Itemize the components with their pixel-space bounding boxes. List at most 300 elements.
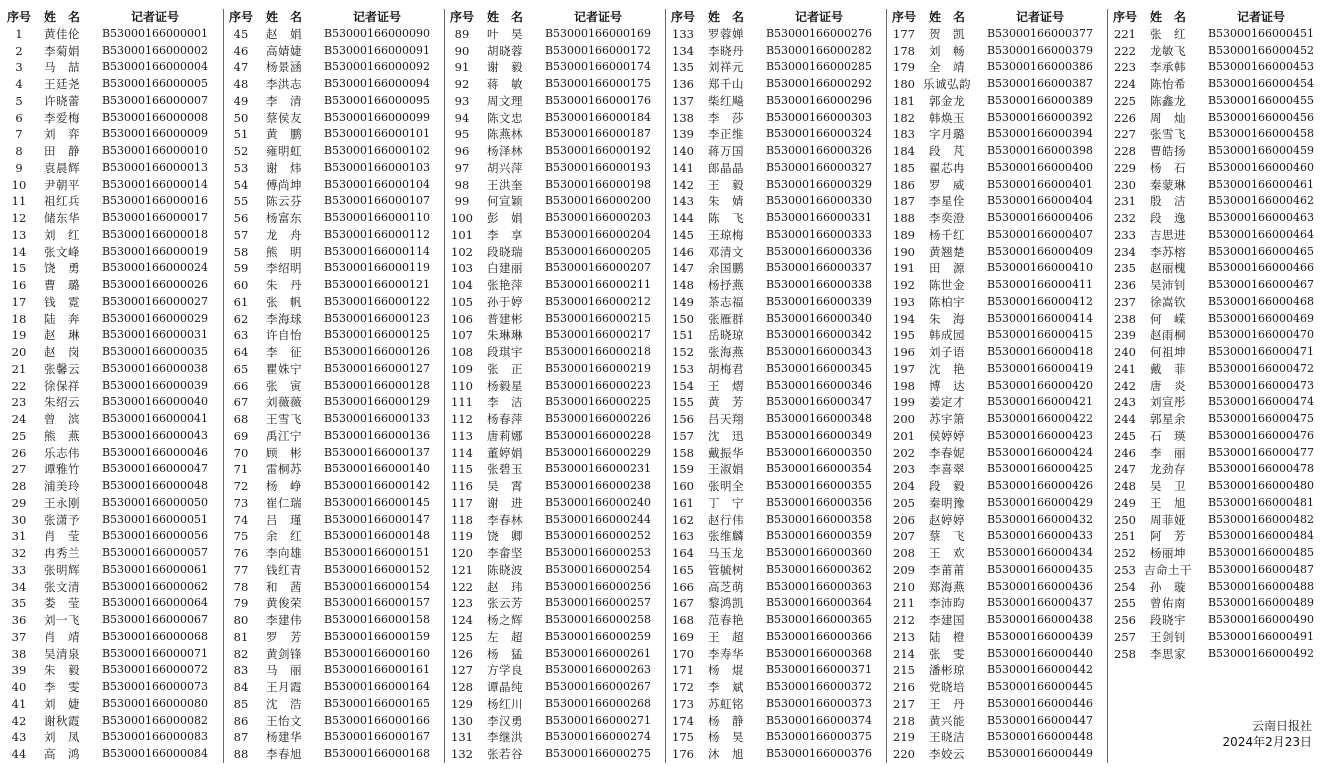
entry-card-number: B53000166000331 <box>765 211 873 224</box>
entry-number: 144 <box>672 211 694 225</box>
table-row <box>1111 210 1328 227</box>
entry-name: 秦蒙琳 <box>1149 177 1186 192</box>
table-row <box>669 260 886 277</box>
entry-number: 32 <box>11 546 27 560</box>
entry-name: 和 茜 <box>265 579 302 594</box>
entry-number: 146 <box>672 244 694 259</box>
entry-number: 69 <box>233 428 249 443</box>
table-row <box>669 227 886 244</box>
table-row <box>227 193 444 210</box>
entry-number: 175 <box>672 730 694 745</box>
header-name: 姓 名 <box>1149 10 1186 24</box>
entry-name: 瞿姝宁 <box>265 361 302 376</box>
entry-number: 239 <box>1114 328 1136 343</box>
entry-card-number: B53000166000228 <box>544 428 652 442</box>
entry-name: 饶 卿 <box>486 529 523 544</box>
table-row <box>1111 311 1328 328</box>
entry-number: 8 <box>15 144 23 158</box>
table-row <box>5 210 223 227</box>
entry-number: 121 <box>451 562 473 577</box>
entry-name: 雍明虹 <box>265 144 302 158</box>
entry-name: 张艳萍 <box>486 278 523 292</box>
entry-name: 曹皓扬 <box>1149 144 1186 158</box>
entry-number: 41 <box>11 696 27 711</box>
entry-number: 30 <box>11 512 27 527</box>
table-row <box>227 461 444 478</box>
entry-name: 刘薇薇 <box>265 395 302 410</box>
entry-name: 王 熠 <box>707 378 744 393</box>
entry-name: 李沛昀 <box>928 596 965 611</box>
entry-name: 范春艳 <box>707 613 744 627</box>
table-row <box>669 143 886 160</box>
entry-name: 曾 滨 <box>44 412 80 426</box>
table-row <box>227 629 444 646</box>
entry-number: 101 <box>451 227 473 242</box>
entry-card-number: B53000166000392 <box>986 110 1094 124</box>
entry-card-number: B53000166000167 <box>323 730 431 744</box>
header-number: 序号 <box>228 10 253 24</box>
entry-card-number: B53000166000238 <box>544 479 652 492</box>
entry-card-number: B53000166000094 <box>323 77 431 90</box>
entry-card-number: B53000166000415 <box>986 328 1094 342</box>
table-row <box>448 461 665 478</box>
entry-card-number: B53000166000339 <box>765 294 873 308</box>
entry-card-number: B53000166000485 <box>1207 546 1315 559</box>
entry-name: 阿 芳 <box>1149 529 1186 544</box>
entry-card-number: B53000166000340 <box>765 311 873 325</box>
table-row <box>669 177 886 194</box>
entry-card-number: B53000166000418 <box>986 345 1094 358</box>
table-row <box>227 260 444 277</box>
entry-name: 郑千山 <box>707 77 744 91</box>
table-row <box>890 378 1107 395</box>
table-row <box>890 244 1107 261</box>
table-row <box>227 478 444 495</box>
entry-name: 李 莎 <box>707 110 744 125</box>
entry-name: 罗蓉婵 <box>707 26 744 41</box>
entry-card-number: B53000166000471 <box>1207 345 1315 358</box>
entry-number: 102 <box>451 244 473 259</box>
entry-card-number: B53000166000046 <box>101 445 209 459</box>
entry-name: 钱红青 <box>265 562 302 577</box>
entry-number: 148 <box>672 278 694 292</box>
entry-card-number: B53000166000412 <box>986 294 1094 308</box>
entry-name: 乐诚弘韵 <box>922 77 971 91</box>
entry-card-number: B53000166000164 <box>323 680 431 693</box>
entry-number: 245 <box>1114 428 1136 443</box>
table-row <box>448 662 665 679</box>
table-row <box>669 344 886 361</box>
table-row <box>227 344 444 361</box>
entry-number: 214 <box>893 646 915 661</box>
table-row <box>890 361 1107 378</box>
entry-card-number: B53000166000477 <box>1207 445 1315 459</box>
table-row <box>227 110 444 127</box>
entry-name: 戴振华 <box>707 445 744 460</box>
table-row <box>669 59 886 76</box>
entry-card-number: B53000166000326 <box>765 144 873 157</box>
entry-card-number: B53000166000252 <box>544 529 652 543</box>
entry-name: 李承韩 <box>1149 60 1186 75</box>
entry-name: 彭 娟 <box>486 211 523 225</box>
entry-number: 71 <box>233 462 249 477</box>
entry-number: 48 <box>233 77 249 91</box>
entry-number: 98 <box>454 177 470 192</box>
table-row <box>669 126 886 143</box>
entry-card-number: B53000166000354 <box>765 462 873 476</box>
entry-name: 李喜翠 <box>928 462 965 477</box>
entry-name: 祖红兵 <box>44 194 80 209</box>
table-row <box>890 160 1107 177</box>
entry-number: 191 <box>893 261 915 276</box>
entry-card-number: B53000166000027 <box>101 294 209 308</box>
entry-card-number: B53000166000462 <box>1207 194 1315 208</box>
entry-name: 贺 凯 <box>928 26 965 41</box>
entry-card-number: B53000166000008 <box>101 110 209 124</box>
entry-name: 李 洁 <box>486 395 523 410</box>
entry-name: 杨毅星 <box>486 378 523 393</box>
entry-card-number: B53000166000103 <box>323 160 431 174</box>
entry-number: 164 <box>672 546 694 560</box>
entry-card-number: B53000166000410 <box>986 261 1094 275</box>
entry-name: 浦美玲 <box>44 479 80 493</box>
table-row <box>5 612 223 629</box>
column-header-row <box>448 9 665 26</box>
entry-number: 247 <box>1114 462 1136 477</box>
entry-name: 杨 石 <box>1149 160 1186 175</box>
entry-number: 22 <box>11 378 27 393</box>
entry-name: 侯婷婷 <box>928 428 965 443</box>
table-row <box>448 562 665 579</box>
entry-card-number: B53000166000161 <box>323 663 431 677</box>
entry-name: 李菊娟 <box>44 43 80 58</box>
entry-number: 160 <box>672 479 694 493</box>
entry-name: 翟芯冉 <box>928 160 965 175</box>
entry-number: 199 <box>893 395 915 410</box>
entry-name: 高 鸿 <box>44 747 80 761</box>
entry-name: 李 享 <box>486 227 523 242</box>
entry-card-number: B53000166000274 <box>544 730 652 744</box>
entry-card-number: B53000166000470 <box>1207 328 1315 342</box>
entry-name: 蔡 飞 <box>928 529 965 544</box>
entry-number: 206 <box>893 512 915 527</box>
entry-number: 85 <box>233 696 249 711</box>
entry-card-number: B53000166000259 <box>544 629 652 643</box>
table-row <box>448 394 665 411</box>
table-row <box>448 729 665 746</box>
entry-number: 216 <box>893 680 915 694</box>
table-row <box>5 696 223 713</box>
entry-number: 15 <box>11 261 27 276</box>
entry-name: 谢秋霞 <box>44 713 80 728</box>
table-row <box>5 746 223 763</box>
table-row <box>227 26 444 43</box>
entry-number: 111 <box>451 395 473 410</box>
entry-card-number: B53000166000084 <box>101 747 209 760</box>
entry-card-number: B53000166000047 <box>101 462 209 476</box>
entry-card-number: B53000166000187 <box>544 127 652 141</box>
entry-number: 137 <box>672 93 694 108</box>
entry-card-number: B53000166000223 <box>544 378 652 392</box>
entry-number: 24 <box>11 412 27 426</box>
entry-name: 谢 进 <box>486 495 523 510</box>
entry-card-number: B53000166000404 <box>986 194 1094 208</box>
table-row <box>669 746 886 763</box>
entry-number: 51 <box>233 127 249 142</box>
table-row <box>669 595 886 612</box>
table-row <box>5 344 223 361</box>
entry-number: 100 <box>451 211 473 225</box>
entry-name: 张雪飞 <box>1149 127 1186 142</box>
entry-card-number: B53000166000244 <box>544 512 652 526</box>
header-card-number: 记者证号 <box>1015 10 1064 24</box>
entry-name: 李 雯 <box>44 680 80 694</box>
entry-name: 张潇予 <box>44 512 80 527</box>
entry-card-number: B53000166000254 <box>544 562 652 576</box>
table-row <box>5 679 223 696</box>
entry-name: 娄 莹 <box>44 596 80 611</box>
entry-name: 朱 丹 <box>265 278 302 292</box>
entry-name: 段 逸 <box>1149 211 1186 225</box>
entry-name: 胡兴萍 <box>486 160 523 175</box>
table-row <box>5 177 223 194</box>
entry-name: 郑海燕 <box>928 579 965 594</box>
entry-name: 余 红 <box>265 529 302 544</box>
header-number: 序号 <box>1112 10 1137 24</box>
entry-number: 89 <box>454 26 470 41</box>
list-column <box>1107 9 1328 763</box>
entry-number: 211 <box>893 596 915 611</box>
entry-number: 243 <box>1114 395 1136 410</box>
entry-number: 76 <box>233 546 249 560</box>
entry-name: 李建国 <box>928 613 965 627</box>
entry-card-number: B53000166000342 <box>765 328 873 342</box>
table-row <box>669 311 886 328</box>
entry-name: 李春林 <box>486 512 523 527</box>
table-row <box>5 59 223 76</box>
entry-number: 93 <box>454 93 470 108</box>
entry-number: 58 <box>233 244 249 259</box>
entry-number: 198 <box>893 378 915 393</box>
entry-card-number: B53000166000136 <box>323 428 431 442</box>
entry-number: 215 <box>893 663 915 678</box>
entry-number: 68 <box>233 412 249 426</box>
entry-number: 7 <box>15 127 23 142</box>
table-row <box>669 679 886 696</box>
entry-number: 219 <box>893 730 915 745</box>
table-row <box>448 143 665 160</box>
entry-card-number: B53000166000487 <box>1207 562 1315 576</box>
entry-card-number: B53000166000468 <box>1207 294 1315 308</box>
entry-name: 崔仁瑞 <box>265 495 302 510</box>
table-row <box>669 646 886 663</box>
table-row <box>890 646 1107 663</box>
entry-name: 李爱梅 <box>44 110 80 125</box>
entry-number: 56 <box>233 211 249 225</box>
entry-card-number: B53000166000174 <box>544 60 652 74</box>
table-row <box>669 428 886 445</box>
entry-card-number: B53000166000453 <box>1207 60 1315 74</box>
entry-name: 李晓丹 <box>707 43 744 58</box>
entry-card-number: B53000166000005 <box>101 77 209 90</box>
entry-name: 殷 洁 <box>1149 194 1186 209</box>
table-row <box>5 327 223 344</box>
entry-card-number: B53000166000009 <box>101 127 209 141</box>
entry-number: 122 <box>451 579 473 594</box>
entry-card-number: B53000166000387 <box>986 77 1094 90</box>
entry-number: 162 <box>672 512 694 527</box>
header-card-number: 记者证号 <box>1236 10 1285 24</box>
entry-name: 王 欢 <box>928 546 965 560</box>
entry-name: 张维麟 <box>707 529 744 544</box>
entry-card-number: B53000166000004 <box>101 60 209 74</box>
entry-name: 陈 飞 <box>707 211 744 225</box>
entry-name: 刘 弈 <box>44 127 80 142</box>
entry-number: 240 <box>1114 345 1136 359</box>
entry-number: 5 <box>15 93 23 108</box>
table-row <box>448 746 665 763</box>
table-row <box>448 696 665 713</box>
table-row <box>448 227 665 244</box>
entry-card-number: B53000166000225 <box>544 395 652 409</box>
table-row <box>1111 260 1328 277</box>
entry-name: 柴红飚 <box>707 93 744 108</box>
entry-card-number: B53000166000355 <box>765 479 873 492</box>
entry-card-number: B53000166000133 <box>323 412 431 425</box>
entry-number: 126 <box>451 646 473 661</box>
entry-number: 108 <box>451 345 473 359</box>
table-row <box>1111 378 1328 395</box>
table-row <box>227 227 444 244</box>
entry-number: 190 <box>893 244 915 259</box>
entry-name: 张明辉 <box>44 562 80 577</box>
entry-card-number: B53000166000204 <box>544 227 652 241</box>
entry-name: 赵行伟 <box>707 512 744 527</box>
entry-number: 130 <box>451 713 473 728</box>
table-row <box>227 729 444 746</box>
entry-name: 杨春萍 <box>486 412 523 426</box>
table-row <box>5 76 223 93</box>
entry-card-number: B53000166000456 <box>1207 110 1315 124</box>
entry-number: 104 <box>451 278 473 292</box>
entry-number: 10 <box>11 177 27 192</box>
entry-name: 吴 霄 <box>486 479 523 493</box>
entry-name: 吕天翔 <box>707 412 744 426</box>
table-row <box>448 160 665 177</box>
entry-number: 9 <box>15 160 23 175</box>
entry-card-number: B53000166000057 <box>101 546 209 559</box>
entry-number: 140 <box>672 144 694 158</box>
entry-card-number: B53000166000424 <box>986 445 1094 459</box>
entry-card-number: B53000166000419 <box>986 361 1094 375</box>
entry-name: 王永刚 <box>44 495 80 510</box>
entry-name: 尹朝平 <box>44 177 80 192</box>
table-row <box>1111 612 1328 629</box>
entry-name: 雷桐苏 <box>265 462 302 477</box>
table-row <box>1111 646 1328 663</box>
entry-number: 217 <box>893 696 915 711</box>
entry-name: 徐嵩钦 <box>1149 294 1186 309</box>
entry-number: 133 <box>672 26 694 41</box>
entry-name: 沐 旭 <box>707 747 744 761</box>
entry-card-number: B53000166000166 <box>323 713 431 727</box>
table-row <box>890 193 1107 210</box>
entry-card-number: B53000166000051 <box>101 512 209 526</box>
entry-card-number: B53000166000256 <box>544 579 652 593</box>
entry-card-number: B53000166000016 <box>101 194 209 208</box>
entry-name: 李 斌 <box>707 680 744 694</box>
entry-card-number: B53000166000491 <box>1207 629 1315 643</box>
entry-name: 谢 毅 <box>486 60 523 75</box>
entry-name: 段晓宇 <box>1149 613 1186 627</box>
entry-card-number: B53000166000157 <box>323 596 431 610</box>
entry-number: 251 <box>1114 529 1136 544</box>
entry-name: 曹 璐 <box>44 278 80 292</box>
entry-name: 王洪奎 <box>486 177 523 192</box>
entry-name: 何宣颖 <box>486 194 523 209</box>
entry-name: 张 红 <box>1149 26 1186 41</box>
table-row <box>448 445 665 462</box>
entry-number: 47 <box>233 60 249 75</box>
table-row <box>227 143 444 160</box>
table-row <box>669 445 886 462</box>
table-row <box>1111 411 1328 428</box>
entry-card-number: B53000166000337 <box>765 261 873 275</box>
entry-name: 党晓培 <box>928 680 965 694</box>
table-row <box>5 445 223 462</box>
entry-card-number: B53000166000151 <box>323 546 431 559</box>
entry-number: 210 <box>893 579 915 594</box>
entry-number: 236 <box>1114 278 1136 292</box>
entry-card-number: B53000166000350 <box>765 445 873 459</box>
entry-number: 248 <box>1114 479 1136 493</box>
entry-name: 谢 炜 <box>265 160 302 175</box>
list-column <box>2 9 223 763</box>
entry-name: 全 靖 <box>928 60 965 75</box>
table-row <box>669 378 886 395</box>
entry-number: 225 <box>1114 93 1136 108</box>
entry-name: 赵雨桐 <box>1149 328 1186 343</box>
entry-name: 李思家 <box>1149 646 1186 661</box>
entry-card-number: B53000166000459 <box>1207 144 1315 157</box>
entry-card-number: B53000166000336 <box>765 244 873 258</box>
table-row <box>1111 428 1328 445</box>
entry-name: 左 超 <box>486 629 523 644</box>
entry-name: 戴 菲 <box>1149 361 1186 376</box>
column-header-row <box>5 9 223 26</box>
entry-number: 158 <box>672 445 694 460</box>
table-row <box>5 394 223 411</box>
entry-number: 70 <box>233 445 249 460</box>
entry-name: 吴清泉 <box>44 646 80 661</box>
table-row <box>1111 461 1328 478</box>
entry-card-number: B53000166000292 <box>765 77 873 90</box>
entry-number: 125 <box>451 629 473 644</box>
entry-number: 19 <box>11 328 27 343</box>
entry-number: 128 <box>451 680 473 694</box>
entry-name: 苏虹铭 <box>707 696 744 711</box>
entry-name: 杨 焜 <box>707 663 744 678</box>
entry-number: 231 <box>1114 194 1136 209</box>
entry-number: 222 <box>1114 43 1136 58</box>
entry-name: 黎鸿凯 <box>707 596 744 611</box>
entry-card-number: B53000166000261 <box>544 646 652 660</box>
entry-name: 李春妮 <box>928 445 965 460</box>
entry-name: 许晓蕾 <box>44 93 80 108</box>
entry-name: 杨红川 <box>486 696 523 711</box>
table-row <box>669 495 886 512</box>
entry-number: 205 <box>893 495 915 510</box>
